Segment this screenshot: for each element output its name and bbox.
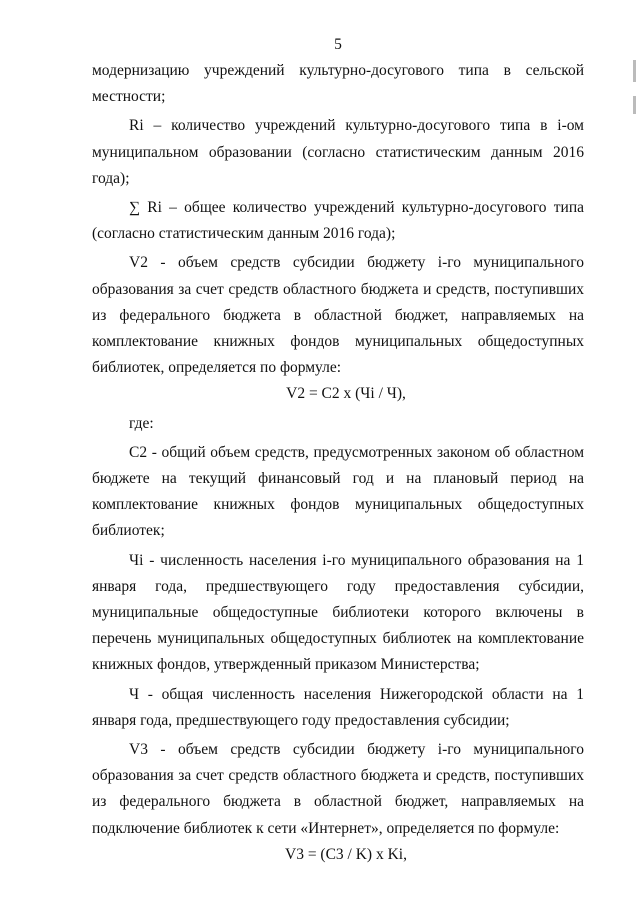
paragraph: Ri – количество учреждений культурно-досугового типа в i-ом муниципальном образовании (согласно статистическим данным 2016 года); [92, 117, 584, 187]
paragraph: Чi - численность населения i-го муниципального образования на 1 января года, предшествующего году предоставления субсидии, муниципальные общедоступные библиотеки которого включены в перечень муниципальных общедоступных библиотек на комплектование книжных фондов, утвержденный приказом Министерства; [92, 551, 584, 674]
formula: V2 = C2 x (Чi / Ч), [286, 385, 406, 403]
paragraph: Ч - общая численность населения Нижегородской области на 1 января года, предшествующего году предоставления субсидии; [92, 685, 584, 729]
paragraph: C2 - общий объем средств, предусмотренных законом об областном бюджете на текущий финансовый год и на плановый период на комплектование книжных фондов муниципальных общедоступных библиотек; [92, 443, 584, 540]
page-number: 5 [334, 36, 342, 53]
paragraph: модернизацию учреждений культурно-досугового типа в сельской местности; [92, 62, 584, 106]
paragraph: где: [129, 414, 154, 432]
paragraph: ∑ Ri – общее количество учреждений культурно-досугового типа (согласно статистическим данным 2016 года); [92, 199, 584, 243]
formula: V3 = (C3 / K) x Ki, [285, 845, 407, 863]
paragraph: V3 - объем средств субсидии бюджету i-го муниципального образования за счет средств областного бюджета и средств, поступивших из федерального бюджета в областной бюджет, направляемых на подключение библиотек к сети «Интернет», определяется по формуле: [92, 741, 584, 837]
scan-margin-mark [633, 96, 636, 114]
paragraph: V2 - объем средств субсидии бюджету i-го муниципального образования за счет средств областного бюджета и средств, поступивших из федерального бюджета в областной бюджет, направляемых на комплектование книжных фондов муниципальных общедоступных библиотек, определяется по формуле: [92, 254, 584, 377]
scan-margin-mark [633, 60, 636, 82]
